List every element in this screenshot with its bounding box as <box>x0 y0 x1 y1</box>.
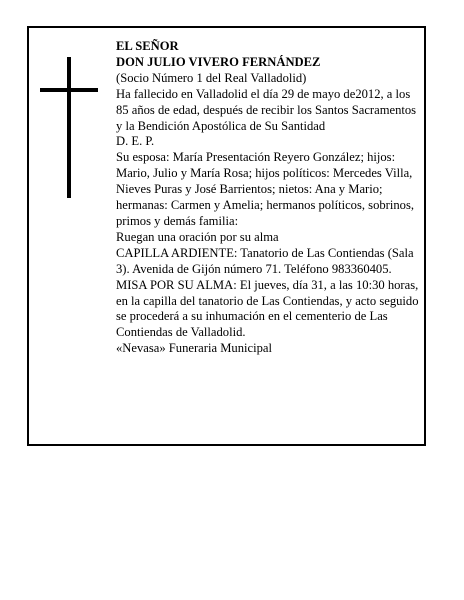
notice-text <box>116 39 421 357</box>
family-list: Su esposa: María Presentación Reyero González; hijos: Mario, Julio y María Rosa; hijos políticos: Mercedes Villa, Nieves Puras y José Barrientos; nietos: Ana y Mario; hermanas: Carmen y Amelia; hermanos políticos, sobrinos, primos y demás familia: <box>116 150 414 228</box>
funeral-home: «Nevasa» Funeraria Municipal <box>116 341 272 356</box>
deceased-name: DON JULIO VIVERO FERNÁNDEZ <box>116 54 321 69</box>
mass-info: MISA POR SU ALMA: El jueves, día 31, a las 10:30 horas, en la capilla del tanatorio de Las Contiendas, y acto seguido se procederá a su inhumación en el cementerio de Las Contiendas de Valladolid. <box>116 277 419 340</box>
death-announcement: Ha fallecido en Valladolid el día 29 de mayo de2012, a los 85 años de edad, después de recibir los Santos Sacramentos y la Bendición Apostólica de Su Santidad <box>116 86 417 133</box>
cross-icon <box>40 57 98 198</box>
obituary-notice <box>27 26 426 446</box>
rip-abbreviation: D. E. P. <box>116 134 155 149</box>
membership-note: (Socio Número 1 del Real Valladolid) <box>116 70 307 85</box>
prayer-request: Ruegan una oración por su alma <box>116 229 279 244</box>
salutation: EL SEÑOR <box>116 39 179 53</box>
cross-vertical-bar <box>67 57 71 198</box>
chapel-info: CAPILLA ARDIENTE: Tanatorio de Las Contiendas (Sala 3). Avenida de Gijón número 71. Teléfono 983360405. <box>116 245 414 276</box>
cross-horizontal-bar <box>40 88 98 92</box>
